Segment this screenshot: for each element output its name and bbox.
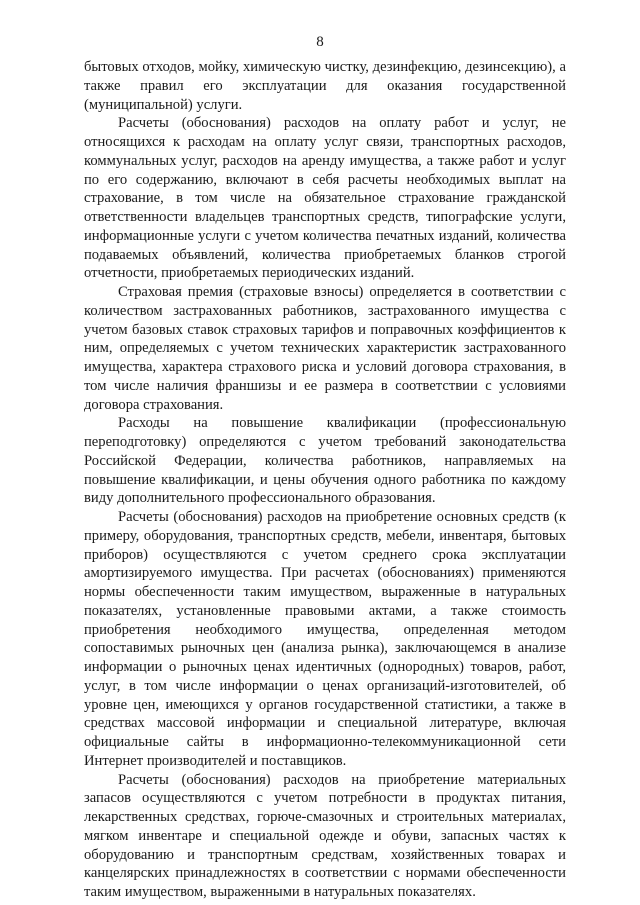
paragraph-qualification: Расходы на повышение квалификации (профессиональную переподготовку) определяются с учетом требований законодательства Российской Федерации, количества работников, направляемых на повышение квалификации, и цены обучения одного работника по каждому виду дополнительного профессионального образования. — [84, 415, 566, 507]
page-number: 8 — [316, 34, 324, 50]
paragraph-material-stocks: Расчеты (обоснования) расходов на приобретение материальных запасов осуществляются с учетом потребности в продуктах питания, лекарственных средствах, горюче-смазочных и строительных материалах, мягком инвентаре и специальной одежде и обуви, запасных частях к оборудованию и транспортным средствам, хозяйственных товарах и канцелярских принадлежностях в соответствии с нормами обеспеченности таким имуществом, выраженными в натуральных показателях. — [84, 771, 566, 900]
document-body — [84, 58, 566, 902]
paragraph-works-services: Расчеты (обоснования) расходов на оплату работ и услуг, не относящихся к расходам на оплату услуг связи, транспортных расходов, коммунальных услуг, расходов на аренду имущества, а также работ и услуг по его содержанию, включают в себя расчеты необходимых выплат на страхование, в том числе на обязательное страхование гражданской ответственности владельцев транспортных средств, типографские услуги, информационные услуги с учетом количества печатных изданий, количества подаваемых объявлений, количества приобретаемых бланков строгой отчетности, приобретаемых периодических изданий. — [84, 115, 566, 282]
paragraph-fixed-assets: Расчеты (обоснования) расходов на приобретение основных средств (к примеру, оборудования, транспортных средств, мебели, инвентаря, бытовых приборов) осуществляются с учетом среднего срока эксплуатации амортизируемого имущества. При расчетах (обоснованиях) применяются нормы обеспеченности таким имуществом, выраженные в натуральных показателях, установленные правовыми актами, а также стоимость приобретения необходимого имущества, определенная методом сопоставимых рыночных цен (анализа рынка), заключающемся в анализе информации о рыночных ценах идентичных (однородных) товаров, работ, услуг, в том числе информации о ценах организаций-изготовителей, об уровне цен, имеющихся у органов государственной статистики, а также в средствах массовой информации и специальной литературе, включая официальные сайты в информационно-телекоммуникационной сети Интернет производителей и поставщиков. — [84, 509, 566, 769]
paragraph-insurance-premium: Страховая премия (страховые взносы) определяется в соответствии с количеством застрахованных работников, застрахованного имущества с учетом базовых ставок страховых тарифов и поправочных коэффициентов к ним, определяемых с учетом технических характеристик застрахованного имущества, характера страхового риска и условий договора страхования, в том числе наличия франшизы и ее размера в соответствии с условиями договора страхования. — [84, 284, 566, 413]
paragraph-continuation: бытовых отходов, мойку, химическую чистку, дезинфекцию, дезинсекцию), а также правил его эксплуатации для оказания государственной (муниципальной) услуги. — [84, 59, 566, 113]
